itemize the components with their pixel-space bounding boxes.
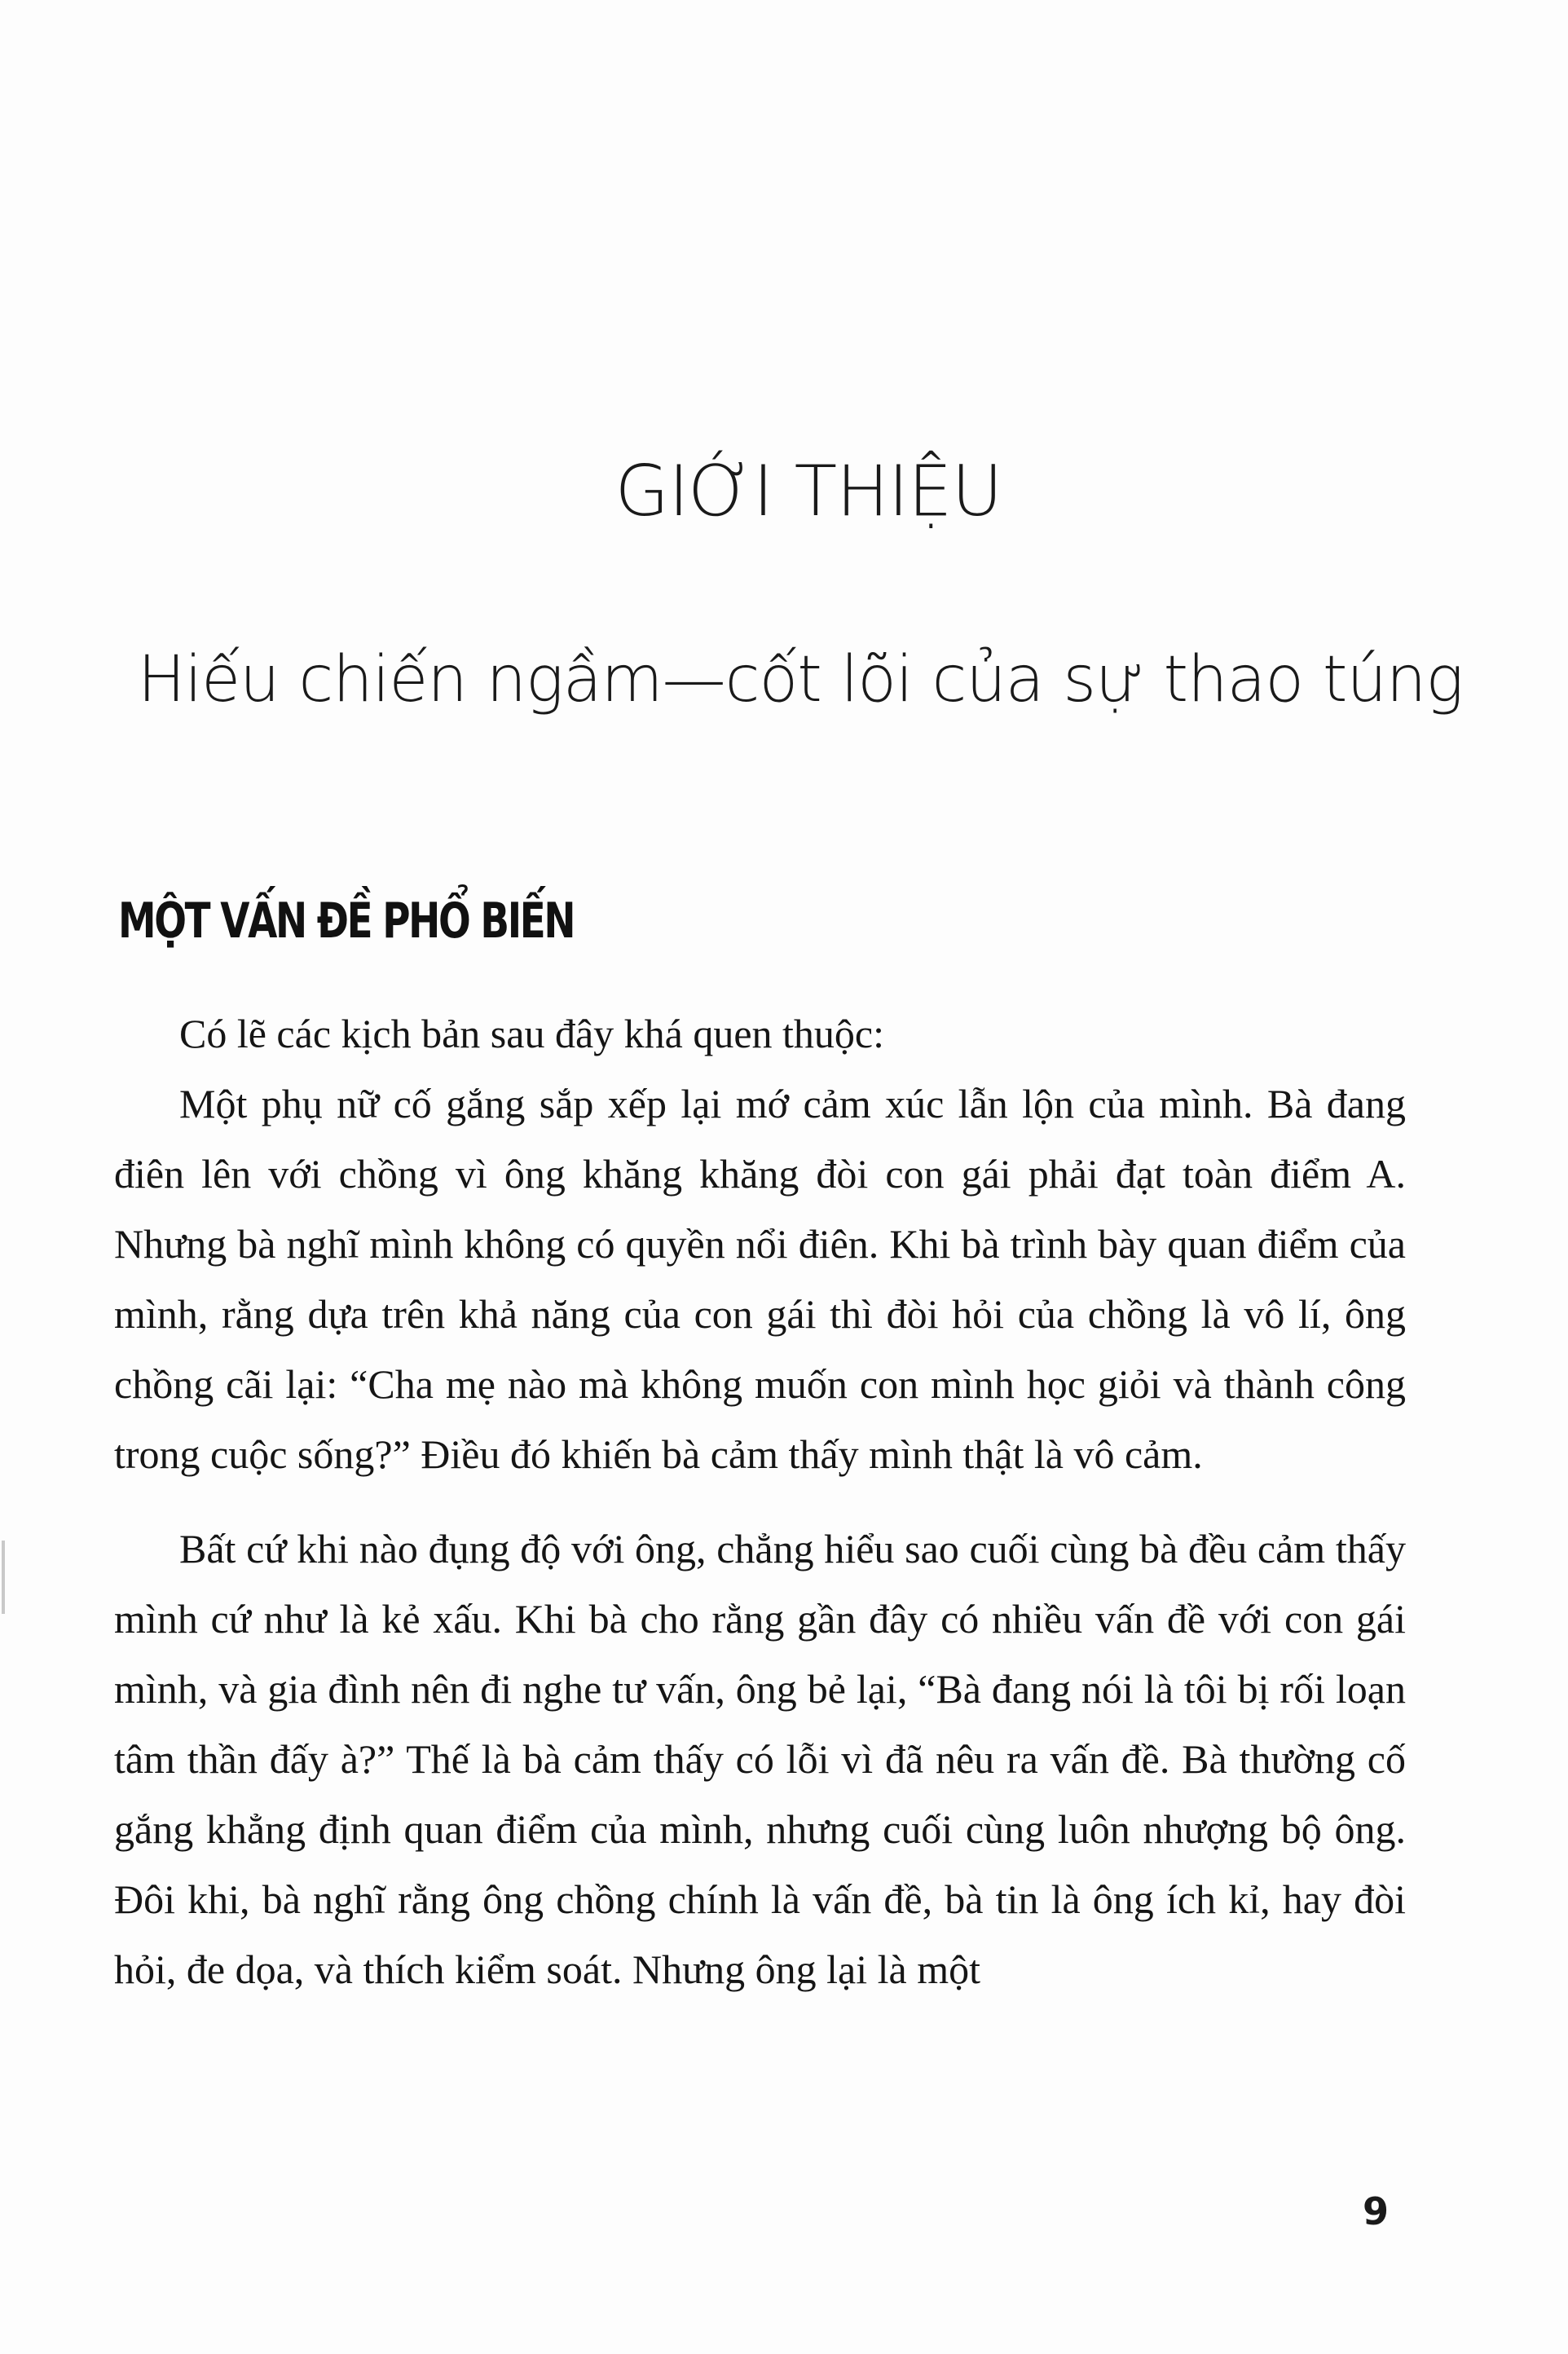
- paragraph-scenario: Một phụ nữ cố gắng sắp xếp lại mớ cảm xúc lẫn lộn của mình. Bà đang điên lên với chồng vì ông khăng khăng đòi con gái phải đạt toàn điểm A. Nhưng bà nghĩ mình không có quyền nổi điên. Khi bà trình bày quan điểm của mình, rằng dựa trên khả năng của con gái thì đòi hỏi của chồng là vô lí, ông chồng cãi lại: “Cha mẹ nào mà không muốn con mình học giỏi và thành công trong cuộc sống?” Điều đó khiến bà cảm thấy mình thật là vô cảm.: [114, 1081, 1406, 1477]
- chapter-subtitle: Hiếu chiến ngầm—cốt lõi của sự thao túng: [137, 643, 1464, 716]
- page-number: 9: [1362, 2189, 1389, 2233]
- page-edge-mark: [2, 1541, 5, 1614]
- chapter-title: GIỚI THIỆU: [614, 451, 1002, 532]
- paragraph-conflict: Bất cứ khi nào đụng độ với ông, chẳng hiểu sao cuối cùng bà đều cảm thấy mình cứ như là kẻ xấu. Khi bà cho rằng gần đây có nhiều vấn đề với con gái mình, và gia đình nên đi nghe tư vấn, ông bẻ lại, “Bà đang nói là tôi bị rối loạn tâm thần đấy à?” Thế là bà cảm thấy có lỗi vì đã nêu ra vấn đề. Bà thường cố gắng khẳng định quan điểm của mình, nhưng cuối cùng luôn nhượng bộ ông. Đôi khi, bà nghĩ rằng ông chồng chính là vấn đề, bà tin là ông ích kỉ, hay đòi hỏi, đe dọa, và thích kiểm soát. Nhưng ông lại là một: [114, 1526, 1406, 1992]
- body-text: [114, 998, 1406, 2004]
- section-heading: MỘT VẤN ĐỀ PHỔ BIẾN: [118, 893, 575, 950]
- paragraph-intro: Có lẽ các kịch bản sau đây khá quen thuộc:: [179, 1011, 884, 1056]
